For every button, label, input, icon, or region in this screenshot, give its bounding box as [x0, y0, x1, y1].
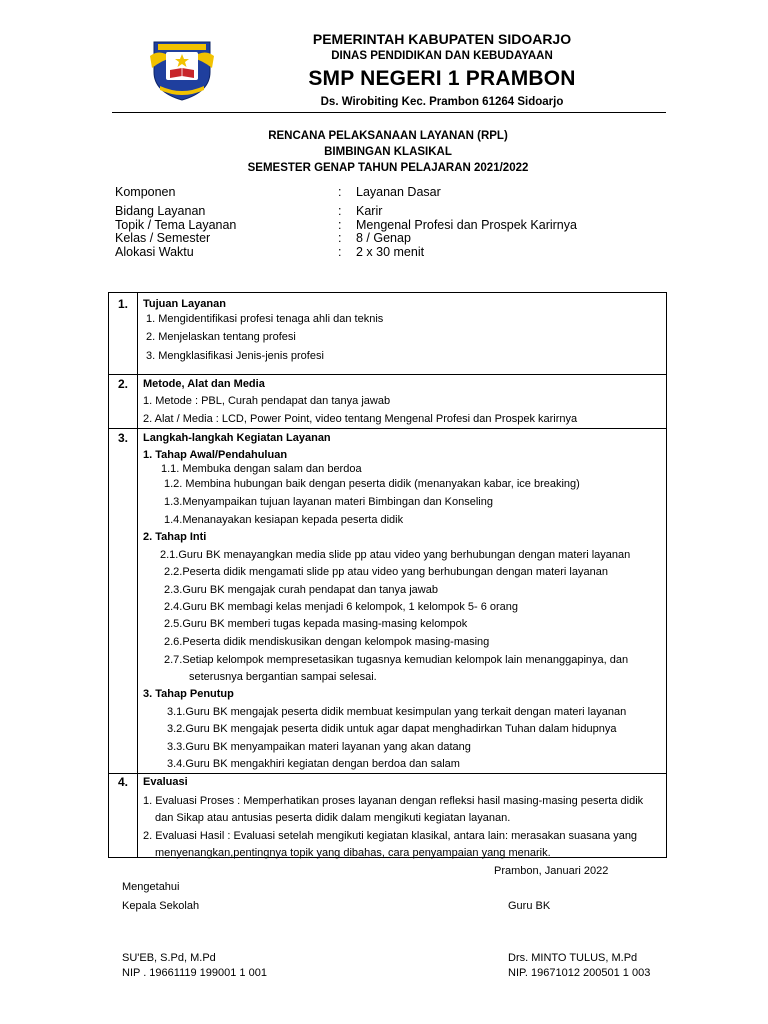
acknowledged-label: Mengetahui [122, 881, 180, 893]
letterhead [232, 30, 652, 110]
list-item: 2.5.Guru BK memberi tugas kepada masing-masing kelompok [164, 618, 468, 630]
identity-value: 8 / Genap [356, 231, 411, 245]
government-name: PEMERINTAH KABUPATEN SIDOARJO [312, 31, 572, 47]
identity-row [115, 205, 675, 219]
list-item: 3. Mengklasifikasi Jenis-jenis profesi [146, 350, 324, 362]
identity-row [115, 186, 675, 205]
identity-value: 2 x 30 menit [356, 244, 425, 259]
school-name: SMP NEGERI 1 PRAMBON [308, 67, 576, 90]
identity-key: Komponen [115, 185, 176, 199]
identity-value: Mengenal Profesi dan Prospek Karirnya [356, 217, 577, 232]
list-item: 3.1.Guru BK mengajak peserta didik membuat kesimpulan yang terkait dengan materi layanan [167, 706, 627, 718]
identity-key: Bidang Layanan [115, 204, 206, 218]
identity-key: Alokasi Waktu [115, 244, 194, 259]
list-item: 1. Mengidentifikasi profesi tenaga ahli dan teknis [146, 313, 384, 325]
list-item: 3.2.Guru BK mengajak peserta didik untuk agar dapat menghadirkan Tuhan dalam hidupnya [167, 723, 617, 735]
identity-colon: : [338, 204, 342, 218]
phase-title: 2. Tahap Inti [143, 531, 207, 543]
list-item: 1. Metode : PBL, Curah pendapat dan tanya jawab [143, 395, 391, 407]
identity-block [115, 186, 675, 259]
place-date: Prambon, Januari 2022 [494, 865, 609, 877]
list-item: 2.4.Guru BK membagi kelas menjadi 6 kelompok, 1 kelompok 5- 6 orang [164, 601, 519, 613]
list-item-continued: dan Sikap atau antusias peserta didik dalam mengikuti kegiatan layanan. [155, 812, 511, 824]
list-item: 1.2. Membina hubungan baik dengan peserta didik (menanyakan kabar, ice breaking) [164, 478, 580, 490]
department-name: DINAS PENDIDIKAN DAN KEBUDAYAAN [331, 50, 553, 62]
section-number: 1. [117, 297, 128, 311]
list-item: 2.1.Guru BK menayangkan media slide pp atau video yang berhubungan dengan materi layanan [160, 549, 631, 561]
list-item: 2.3.Guru BK mengajak curah pendapat dan tanya jawab [164, 584, 438, 596]
title-rpl: RENCANA PELAKSANAAN LAYANAN (RPL) [268, 130, 508, 142]
counselor-label: Guru BK [508, 900, 551, 912]
list-item: 2.7.Setiap kelompok mempresetasikan tugasnya kemudian kelompok lain menanggapinya, dan [164, 654, 629, 666]
row-divider [109, 773, 666, 774]
identity-row [115, 246, 675, 260]
phase-title: 3. Tahap Penutup [143, 688, 234, 700]
list-item: 1.4.Menanayakan kesiapan kepada peserta didik [164, 514, 404, 526]
list-item: 2. Menjelaskan tentang profesi [146, 331, 296, 343]
document-titles [108, 128, 668, 176]
counselor-nip: NIP. 19671012 200501 1 003 [508, 967, 651, 979]
identity-row [115, 219, 675, 233]
list-item: 2.6.Peserta didik mendiskusikan dengan kelompok masing-masing [164, 636, 490, 648]
letterhead-divider [112, 112, 666, 113]
identity-colon: : [338, 217, 342, 232]
identity-value: Karir [356, 204, 383, 218]
identity-colon: : [338, 244, 342, 259]
principal-nip: NIP . 19661119 199001 1 001 [122, 967, 267, 979]
section-title: Tujuan Layanan [143, 298, 226, 310]
list-item-continued: menyenangkan,pentingnya topik yang dibahas, cara penyampaian yang menarik. [155, 847, 551, 859]
section-title: Evaluasi [143, 776, 188, 788]
section-title: Langkah-langkah Kegiatan Layanan [143, 432, 331, 444]
title-semester: SEMESTER GENAP TAHUN PELAJARAN 2021/2022 [247, 162, 529, 174]
title-type: BIMBINGAN KLASIKAL [324, 146, 452, 158]
list-item-continued: seterusnya bergantian sampai selesai. [189, 671, 377, 683]
school-address: Ds. Wirobiting Kec. Prambon 61264 Sidoarjo [320, 96, 564, 108]
identity-colon: : [338, 231, 342, 245]
phase-title: 1. Tahap Awal/Pendahuluan [143, 449, 288, 461]
principal-name: SU'EB, S.Pd, M.Pd [122, 952, 216, 964]
row-divider [109, 374, 666, 375]
list-item: 1.3.Menyampaikan tujuan layanan materi Bimbingan dan Konseling [164, 496, 493, 508]
identity-colon: : [338, 185, 342, 199]
list-item: 1.1. Membuka dengan salam dan berdoa [161, 463, 362, 475]
principal-label: Kepala Sekolah [122, 900, 200, 912]
identity-key: Topik / Tema Layanan [115, 217, 237, 232]
list-item: 3.4.Guru BK mengakhiri kegiatan dengan berdoa dan salam [167, 758, 460, 770]
section-number: 4. [117, 775, 128, 789]
row-divider [109, 428, 666, 429]
identity-value: Layanan Dasar [356, 185, 441, 199]
counselor-name: Drs. MINTO TULUS, M.Pd [508, 952, 638, 964]
list-item: 2.2.Peserta didik mengamati slide pp atau video yang berhubungan dengan materi layanan [164, 566, 608, 578]
school-logo [146, 38, 218, 102]
list-item: 2. Evaluasi Hasil : Evaluasi setelah mengikuti kegiatan klasikal, antara lain: merasakan suasana yang [143, 830, 638, 842]
section-title: Metode, Alat dan Media [143, 378, 265, 390]
list-item: 1. Evaluasi Proses : Memperhatikan proses layanan dengan refleksi hasil masing-masing peserta didik [143, 795, 644, 807]
identity-key: Kelas / Semester [115, 231, 211, 245]
section-number: 2. [117, 377, 128, 391]
plan-table [108, 292, 667, 858]
identity-row [115, 232, 675, 246]
section-number: 3. [117, 431, 128, 445]
list-item: 3.3.Guru BK menyampaikan materi layanan yang akan datang [167, 741, 471, 753]
list-item: 2. Alat / Media : LCD, Power Point, video tentang Mengenal Profesi dan Prospek karirnya [143, 413, 578, 425]
